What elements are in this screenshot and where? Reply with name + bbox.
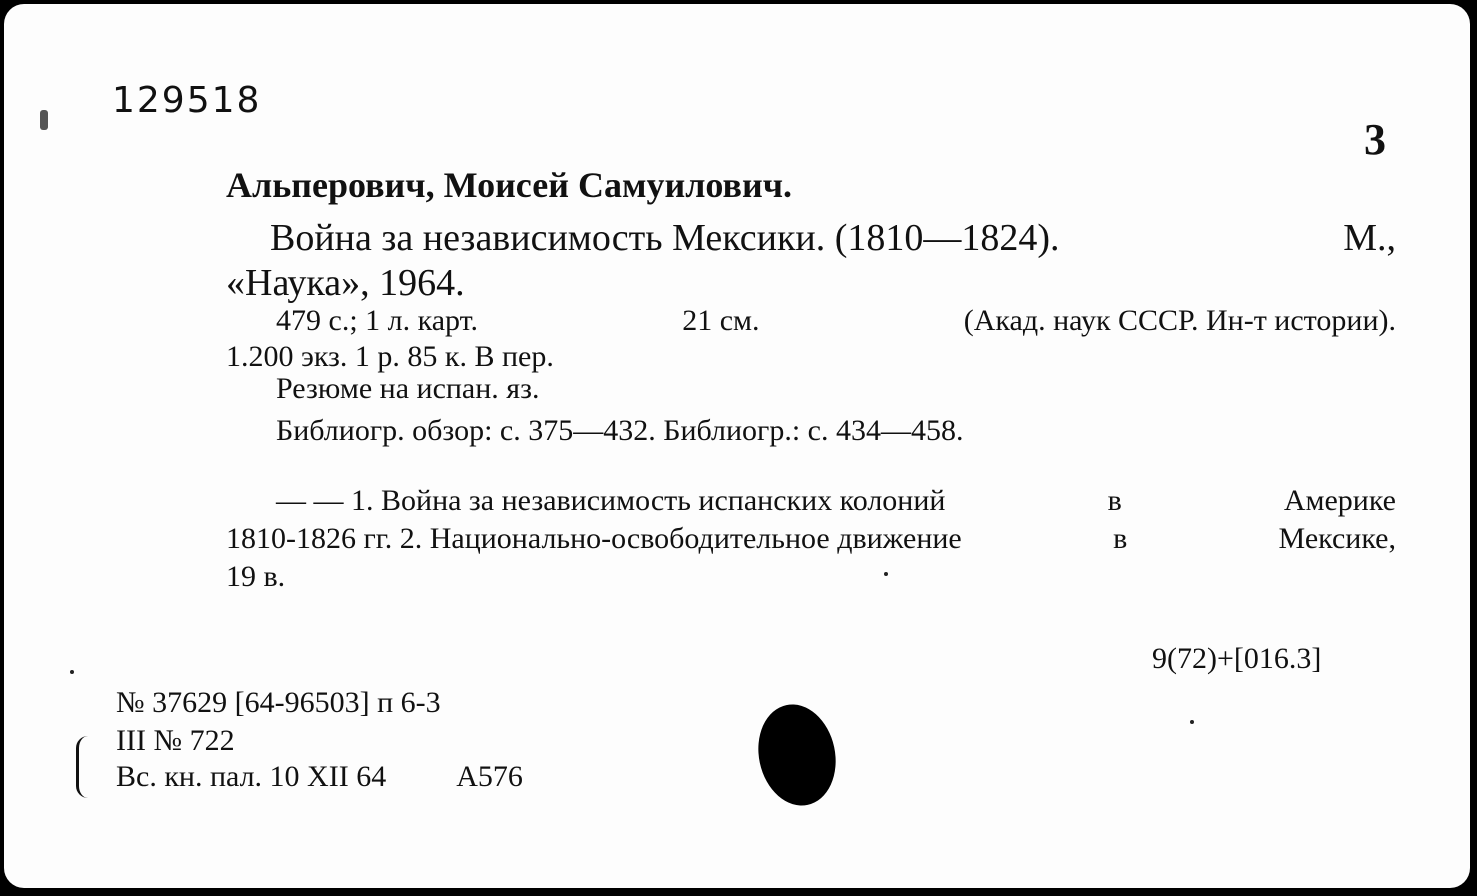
registration-line-3 <box>116 760 523 794</box>
subject-text: Америке <box>1283 484 1396 517</box>
bracket-mark <box>76 736 93 798</box>
subject-text: в <box>1107 484 1122 517</box>
ink-dot <box>884 572 888 576</box>
bibliography-note: Библиогр. обзор: с. 375—432. Библиогр.: с. 434—458. <box>276 414 964 447</box>
title-line-2: «Наука», 1964. <box>226 262 465 304</box>
size: 21 см. <box>682 304 760 337</box>
chamber-date: Вс. кн. пал. 10 XII 64 <box>116 760 387 793</box>
registration-line-1: № 37629 [64-96503] п 6-3 <box>116 686 441 719</box>
subject-text: — — 1. Война за независимость испанских колоний <box>276 484 946 517</box>
subject-line-1 <box>276 484 1396 518</box>
subject-line-3: 19 в. <box>226 560 286 593</box>
publication-place: М., <box>1343 217 1396 259</box>
pages-maps: 479 с.; 1 л. карт. <box>276 304 479 337</box>
author-heading: Альперович, Моисей Самуилович. <box>226 165 792 205</box>
catalog-card <box>4 4 1470 888</box>
subject-line-2 <box>226 522 1396 556</box>
registration-line-2: III № 722 <box>116 724 235 757</box>
ink-dot <box>1190 720 1194 724</box>
subject-text: в <box>1113 522 1128 555</box>
classification-index: 9(72)+[016.3] <box>1152 642 1322 675</box>
ink-dot <box>70 670 74 674</box>
physical-description-line-2: 1.200 экз. 1 р. 85 к. В пер. <box>226 340 554 373</box>
series: (Акад. наук СССР. Ин-т истории). <box>963 304 1396 337</box>
summary-note: Резюме на испан. яз. <box>276 372 540 405</box>
title-line-1 <box>226 216 1396 260</box>
shelf-mark: 3 <box>1364 115 1386 164</box>
card-code: А576 <box>456 760 523 793</box>
punch-hole <box>749 697 845 813</box>
title-text: Война за независимость Мексики. (1810—1824). <box>270 217 1060 259</box>
subject-text: Мексике, <box>1278 522 1396 555</box>
physical-description-line-1 <box>276 304 1396 338</box>
ink-smudge <box>40 110 48 130</box>
handwritten-inventory-number: 129518 <box>112 80 262 121</box>
subject-text: 1810-1826 гг. 2. Национально-освободительное движение <box>226 522 962 555</box>
